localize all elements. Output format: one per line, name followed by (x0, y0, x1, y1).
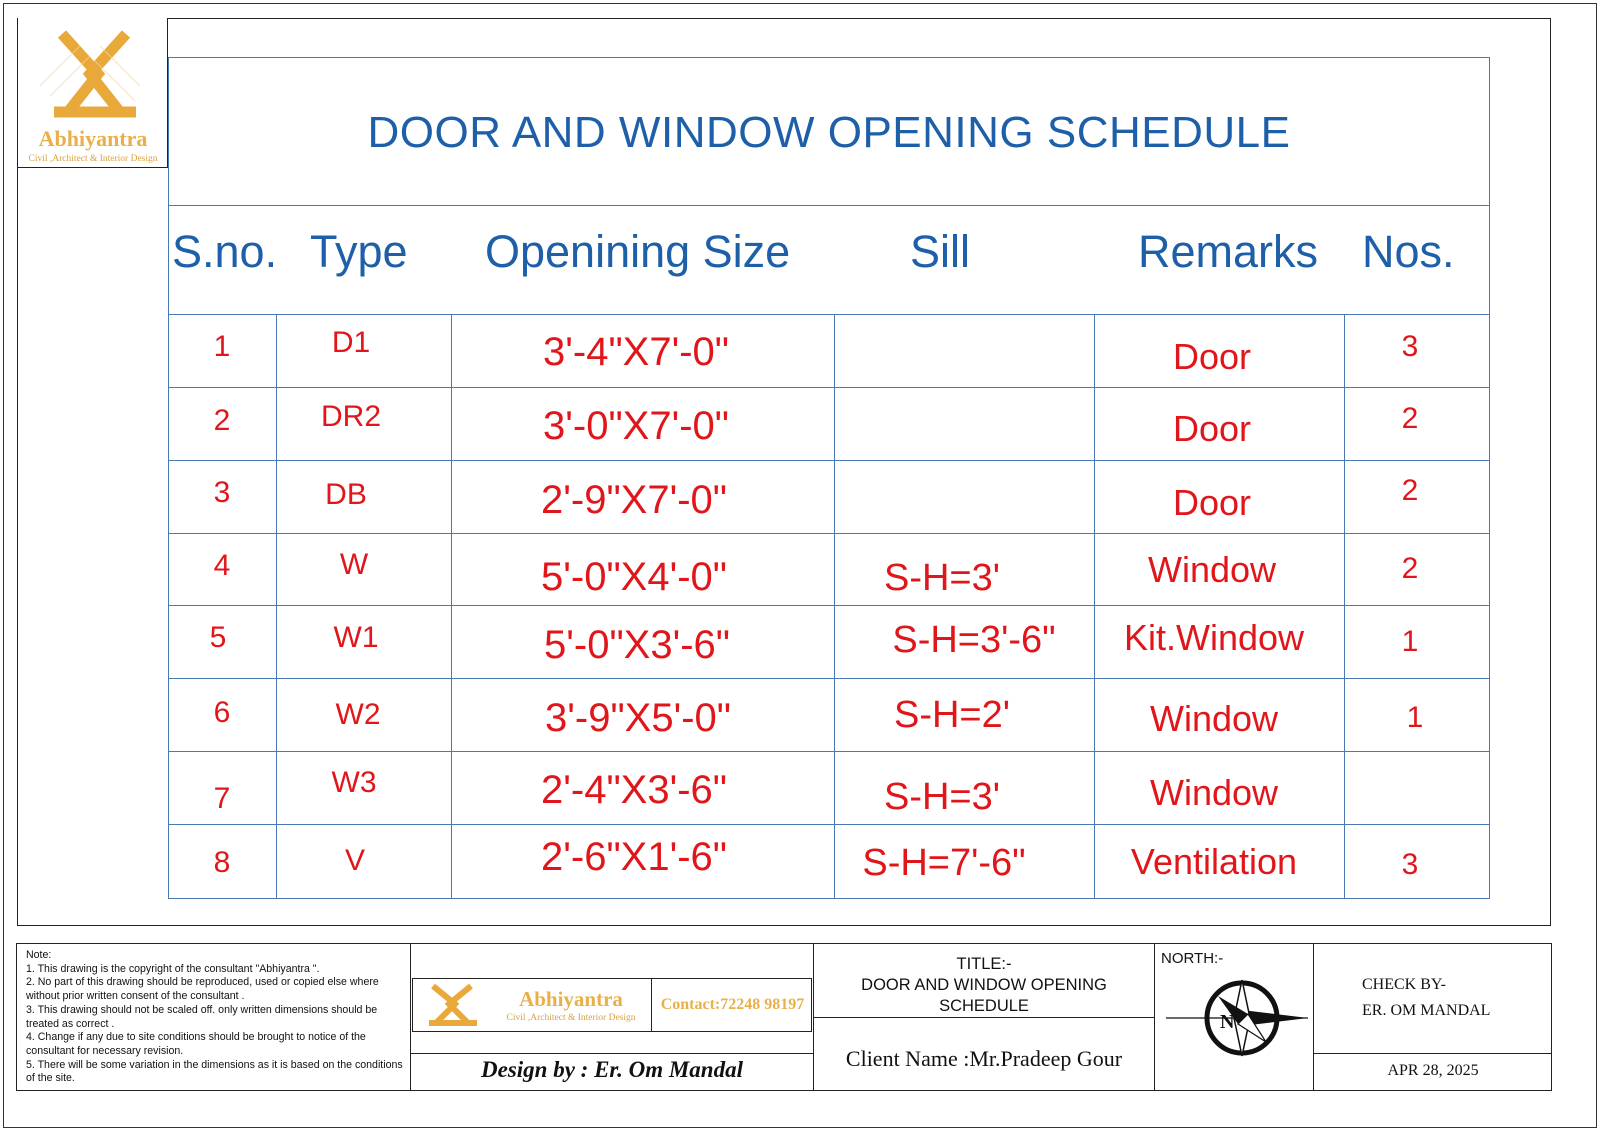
cell-sno: 7 (213, 782, 231, 815)
header-sno: S.no. (172, 226, 278, 277)
title-block-divider (1313, 1053, 1552, 1054)
cell-sno: 6 (213, 696, 231, 729)
row-divider (168, 751, 1490, 752)
note-line: 2. No part of this drawing should be reproduced, used or copied else where without prior written consent of the consultant . (26, 976, 379, 1003)
cell-size: 3'-4"X7'-0" (543, 330, 729, 374)
cell-sno: 1 (213, 330, 231, 363)
cell-size: 2'-4"X3'-6" (541, 768, 727, 812)
cell-sno: 8 (213, 846, 231, 879)
company-logo (18, 18, 168, 168)
note-line: 3. This drawing should not be scaled off. only written dimensions should be treated as correct . (26, 1003, 378, 1030)
note-line: 4. Change if any due to site conditions should be brought to notice of the consultant for necessary revision. (26, 1031, 366, 1057)
row-divider (168, 605, 1490, 606)
logo-mark-icon (421, 982, 483, 1028)
cell-type: DB (325, 478, 367, 511)
title-block-logo (412, 978, 812, 1032)
schedule-title: DOOR AND WINDOW OPENING SCHEDULE (367, 108, 1291, 157)
cell-remarks: Door (1172, 336, 1252, 377)
cell-remarks: Kit.Window (1123, 617, 1305, 658)
cell-nos: 2 (1401, 402, 1419, 435)
title-block-divider (813, 1017, 1155, 1018)
header-opening-size: Openining Size (485, 226, 791, 277)
row-divider (168, 314, 1490, 315)
header-type: Type (310, 226, 408, 277)
cell-nos: 1 (1406, 701, 1424, 734)
logo-name: Abhiyantra (38, 126, 148, 151)
notes-block (26, 949, 411, 1086)
row-divider (168, 460, 1490, 461)
note-line: Note: (26, 949, 52, 961)
cell-nos: 3 (1401, 848, 1419, 881)
row-divider (168, 678, 1490, 679)
cell-type: W1 (333, 621, 379, 654)
title-label: TITLE:- (956, 955, 1012, 973)
north-letter: N (1220, 1011, 1235, 1033)
title-divider (168, 205, 1490, 206)
cell-nos: 3 (1401, 330, 1419, 363)
note-line: 1. This drawing is the copyright of the consultant "Abhiyantra ". (26, 962, 320, 975)
cell-nos: 1 (1401, 625, 1419, 658)
cell-size: 3'-0"X7'-0" (543, 404, 729, 448)
check-name: ER. OM MANDAL (1362, 1002, 1491, 1019)
cell-type: W3 (331, 766, 377, 799)
cell-size: 5'-0"X3'-6" (544, 623, 730, 667)
north-arrow-icon (1162, 972, 1312, 1064)
check-label: CHECK BY- (1362, 976, 1447, 993)
row-divider (168, 824, 1490, 825)
cell-sno: 2 (213, 404, 231, 437)
title-line: DOOR AND WINDOW OPENING (861, 976, 1107, 994)
cell-sill: S-H=2' (893, 694, 1011, 736)
drawing-title (814, 954, 1154, 1017)
cell-type: D1 (331, 326, 371, 359)
cell-size: 5'-0"X4'-0" (541, 555, 727, 599)
cell-remarks: Ventilation (1130, 841, 1298, 882)
cell-size: 3'-9"X5'-0" (545, 696, 731, 740)
row-divider (168, 387, 1490, 388)
cell-nos: 2 (1401, 474, 1419, 507)
north-label: NORTH:- (1161, 950, 1224, 967)
cell-sill: S-H=3' (883, 776, 1001, 818)
header-nos: Nos. (1362, 226, 1455, 277)
cell-type: W2 (335, 698, 381, 731)
cell-sill: S-H=3' (883, 557, 1001, 599)
title-block-divider (410, 1053, 814, 1054)
cell-remarks: Window (1149, 698, 1279, 739)
cell-sill: S-H=7'-6" (862, 842, 1026, 884)
cell-remarks: Window (1149, 772, 1279, 813)
logo-tagline: Civil ,Architect & Interior Design (28, 154, 158, 164)
row-divider (168, 533, 1490, 534)
cell-nos: 2 (1401, 552, 1419, 585)
cell-size: 2'-9"X7'-0" (541, 478, 727, 522)
design-by: Design by : Er. Om Mandal (481, 1057, 743, 1082)
header-sill: Sill (910, 226, 971, 277)
logo-name: Abhiyantra (519, 987, 623, 1011)
contact-number: Contact:72248 98197 (651, 979, 813, 1031)
cell-sno: 3 (213, 476, 231, 509)
cell-remarks: Window (1147, 549, 1277, 590)
logo-mark-icon (40, 26, 148, 126)
note-line: 5. There will be some variation in the dimensions as it is based on the conditions of the site. (26, 1058, 403, 1085)
cell-sno: 5 (209, 621, 227, 654)
client-name: Client Name :Mr.Pradeep Gour (845, 1046, 1123, 1071)
cell-remarks: Door (1172, 408, 1252, 449)
cell-sill: S-H=3'-6" (892, 619, 1056, 661)
cell-size: 2'-6"X1'-6" (541, 835, 727, 879)
cell-type: W (339, 548, 369, 581)
title-line: SCHEDULE (939, 997, 1029, 1015)
cell-remarks: Door (1172, 482, 1252, 523)
header-remarks: Remarks (1138, 226, 1319, 277)
drawing-date: APR 28, 2025 (1387, 1062, 1479, 1079)
cell-type: DR2 (320, 400, 381, 433)
check-block (1362, 972, 1490, 1024)
logo-tagline: Civil ,Architect & Interior Design (506, 1013, 636, 1023)
cell-sno: 4 (213, 549, 231, 582)
cell-type: V (344, 844, 365, 877)
